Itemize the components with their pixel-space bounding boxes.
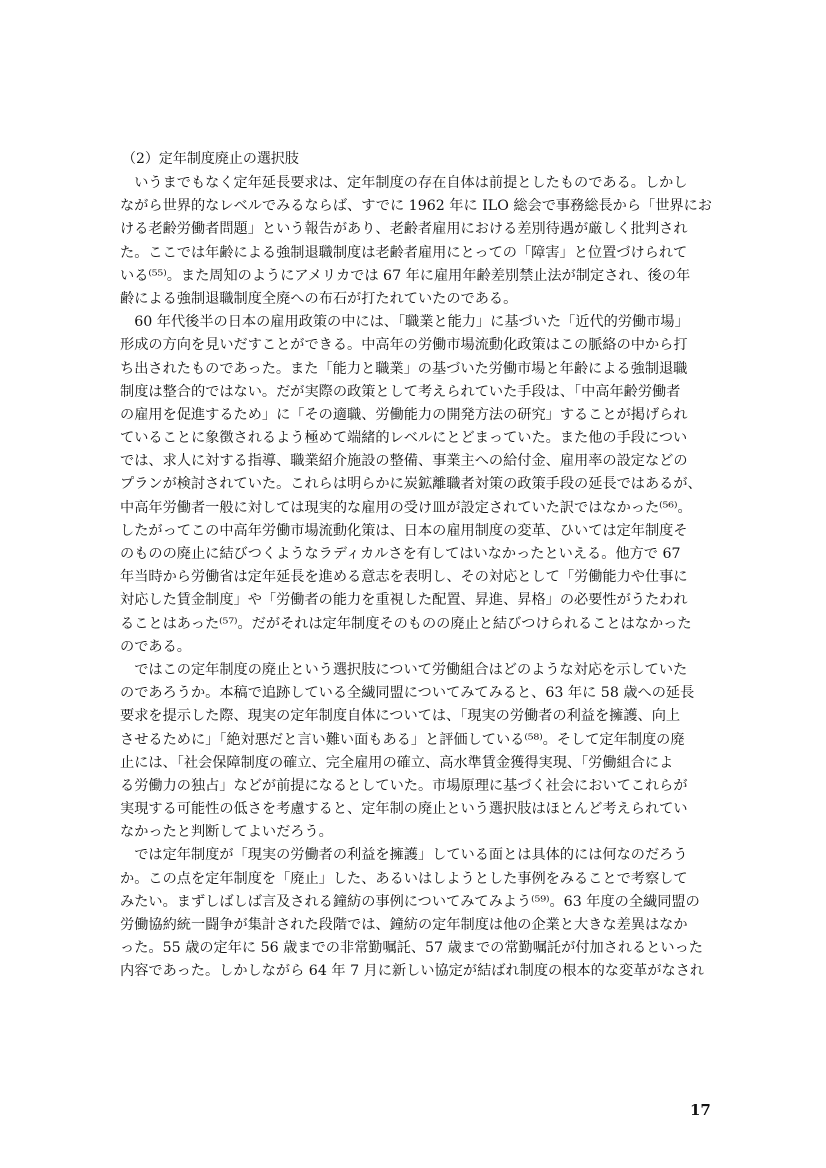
text-line: ではこの定年制度の廃止という選択肢について労働組合はどのような対応を示していた — [120, 661, 688, 678]
text-line: 労働協約統一闘争が集計された段階では、鐘紡の定年制度は他の企業と大きな差異はなか — [120, 917, 688, 933]
page-number: 17 — [690, 1101, 711, 1119]
body-text — [120, 172, 720, 984]
text-line: 内容であった。しかしながら 64 年 7 月に新しい協定が結ばれ制度の根本的な変革がなされ — [120, 963, 705, 980]
paragraph — [120, 311, 720, 659]
text-line: いうまでもなく定年延長要求は、定年制度の存在自体は前提としたものである。しかし — [120, 175, 688, 191]
paragraph — [120, 844, 720, 983]
text-line: 実現する可能性の低さを考慮すると、定年制の廃止という選択肢はほとんど考えられてい — [120, 801, 688, 818]
text-line: のである。 — [120, 638, 191, 655]
text-line: したがってこの中高年労働市場流動化策は、日本の雇用制度の変革、ひいては定年制度そ — [120, 522, 688, 539]
text-line: る労働力の独占」などが前提になるとしていた。市場原理に基づく社会においてこれらが — [120, 777, 688, 794]
text-line: ける老齢労働者問題」という報告があり、老齢者雇用における差別待遇が厳しく批判され — [120, 221, 688, 238]
text-line: のものの廃止に結びつくようなラディカルさを有してはいなかったといえる。他方で 67 — [120, 546, 681, 562]
text-line: いる⁽⁵⁵⁾。また周知のようにアメリカでは 67 年に雇用年齢差別禁止法が制定され、後の年 — [120, 267, 691, 284]
paragraph — [120, 172, 720, 311]
text-line: 要求を提示した際、現実の定年制度自体については、「現実の労働者の利益を擁護、向上 — [120, 708, 681, 725]
text-line: ち出されたものであった。また「能力と職業」の基づいた労働市場と年齢による強制退職 — [120, 360, 688, 377]
section-heading: （2）定年制度廃止の選択肢 — [122, 151, 299, 167]
text-line: のであろうか。本稿で追跡している全繊同盟についてみてみると、63 年に 58 歳への延長 — [120, 685, 695, 702]
text-line: の雇用を促進するため」に「その適職、労働能力の開発方法の研究」することが掲げられ — [120, 406, 688, 423]
text-line: た。ここでは年齢による強制退職制度は老齢者雇用にとっての「障害」と位置づけられて — [120, 244, 688, 261]
text-line: では、求人に対する指導、職業紹介施設の整備、事業主への給付金、雇用率の設定などの — [120, 453, 688, 470]
text-line: か。この点を定年制度を「廃止」した、あるいはしようとした事例をみることで考察して — [120, 870, 688, 887]
text-line: ていることに象徴されるよう極めて端緒的レベルにとどまっていた。また他の手段につい — [120, 430, 688, 447]
text-line: ながら世界的なレベルでみるならば、すでに 1962 年に ILO 総会で事務総長から「世界にお — [120, 198, 712, 215]
text-line: プランが検討されていた。これらは明らかに炭鉱離職者対策の政策手段の延長ではあるが、 — [120, 476, 702, 493]
paragraph — [120, 659, 720, 845]
text-line: 齢による強制退職制度全廃への布石が打たれていたのである。 — [120, 290, 518, 307]
text-line: 止には、「社会保障制度の確立、完全雇用の確立、高水準賃金獲得実現、「労働組合によ — [120, 754, 674, 771]
text-line: 制度は整合的ではない。だが実際の政策として考えられていた手段は、「中高年齢労働者 — [120, 383, 681, 400]
text-line: ることはあった⁽⁵⁷⁾。だがそれは定年制度そのものの廃止と結びつけられることはなかった — [120, 615, 692, 632]
text-line: みたい。まずしばしば言及される鐘紡の事例についてみてみよう⁽⁵⁹⁾。63 年度の全繊同盟の — [120, 893, 700, 910]
text-line: させるために」「絶対悪だと言い難い面もある」と評価している⁽⁵⁸⁾。そして定年制度の廃 — [120, 731, 685, 748]
text-line: 形成の方向を見いだすことができる。中高年の労働市場流動化政策はこの脈絡の中から打 — [120, 337, 688, 354]
text-line: では定年制度が「現実の労働者の利益を擁護」している面とは具体的には何なのだろう — [120, 847, 688, 864]
text-line: 対応した賃金制度」や「労働者の能力を重視した配置、昇進、昇格」の必要性がうたわれ — [120, 592, 688, 609]
text-line: 中高年労働者一般に対しては現実的な雇用の受け皿が設定されていた訳ではなかった⁽⁵⁶⁾。 — [120, 499, 692, 516]
text-line: なかったと判断してよいだろう。 — [120, 824, 333, 841]
text-line: 60 年代後半の日本の雇用政策の中には、「職業と能力」に基づいた「近代的労働市場」 — [120, 314, 689, 331]
text-line: 年当時から労働省は定年延長を進める意志を表明し、その対応として「労働能力や仕事に — [120, 569, 688, 586]
text-line: った。55 歳の定年に 56 歳までの非常勤嘱託、57 歳までの常勤嘱託が付加されるといった — [120, 940, 703, 957]
